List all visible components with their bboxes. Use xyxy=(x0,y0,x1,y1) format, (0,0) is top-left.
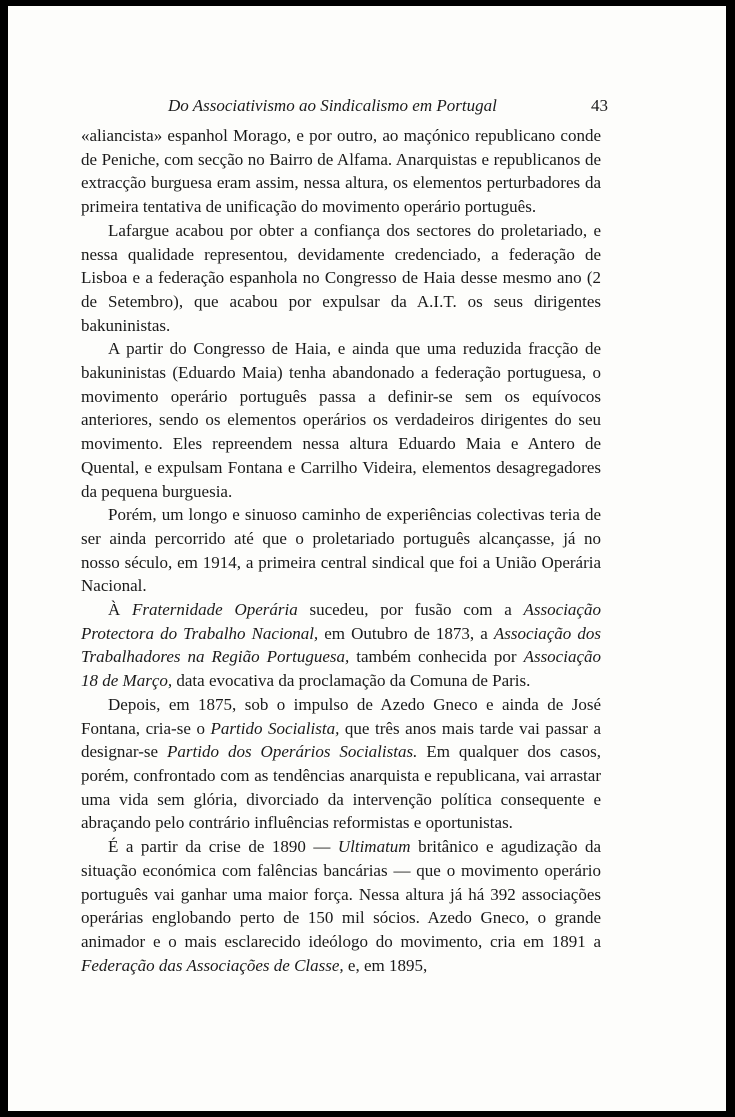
running-title: Do Associativismo ao Sindicalismo em Portugal xyxy=(168,96,497,115)
text-run: É a partir da crise de 1890 — xyxy=(108,837,338,857)
text-run: A partir do Congresso de Haia, e ainda que uma reduzida fracção de bakuninistas (Eduardo Maia) tenha abandonado a federação portuguesa, o movimento operário português passa a definir-se sem os equívocos anteriores, sendo os elementos operários os verdadeiros dirigentes do seu movimento. Eles repreendem nessa altura Eduardo Maia e Antero de Quental, e expulsam Fontana e Carrilho Videira, elementos desagregadores da pequena burguesia. xyxy=(81,339,601,501)
paragraph xyxy=(81,503,601,598)
page-number: 43 xyxy=(591,96,608,115)
text-run: sucedeu, por fusão com a xyxy=(297,600,524,620)
text-run: e, em 1895, xyxy=(343,955,428,975)
text-run: «aliancista» espanhol Morago, e por outro, ao maçónico republicano conde de Peniche, com secção no Bairro de Alfama. Anarquistas e republicanos de extracção burguesa eram assim, nessa altura, os elementos perturbadores da primeira tentativa de unificação do movimento operário português. xyxy=(81,126,601,217)
book-page xyxy=(8,6,726,1111)
text-run: Porém, um longo e sinuoso caminho de experiências colectivas teria de ser ainda percorrido até que o proletariado português alcançasse, já no nosso século, em 1914, a primeira central sindical que foi a União Operária Nacional. xyxy=(81,505,601,596)
italic-run: Ultimatum xyxy=(337,837,411,857)
paragraph xyxy=(81,693,601,835)
italic-run: Federação das Associações de Classe, xyxy=(81,955,344,975)
italic-run: Associação 18 de Março, xyxy=(81,647,601,691)
text-run: Lafargue acabou por obter a confiança dos sectores do proletariado, e nessa qualidade representou, devidamente credenciado, a federação de Lisboa e a federação espanhola no Congresso de Haia desse mesmo ano (2 de Setembro), que acabou por expulsar da A.I.T. os seus dirigentes bakuninistas. xyxy=(81,220,601,335)
text-run: Em qualquer dos casos, porém, confrontado com as tendências anarquista e republicana, vai arrastar uma vida sem glória, divorciado da intervenção política consequente e abraçando pelo contrário influências reformistas e oportunistas. xyxy=(81,742,601,833)
paragraph xyxy=(81,598,601,693)
body-text xyxy=(81,124,601,977)
italic-run: Partido Socialista, xyxy=(210,718,340,738)
paragraph xyxy=(81,337,601,503)
italic-run: Fraternidade Operária xyxy=(132,600,298,620)
paragraph xyxy=(81,219,601,338)
paragraph xyxy=(81,124,601,219)
text-run: também conhecida por xyxy=(349,647,524,667)
text-run: Depois, em 1875, sob o impulso de Azedo Gneco e ainda de José Fontana, cria-se o xyxy=(81,694,601,738)
italic-run: Associação dos Trabalhadores na Região Portuguesa, xyxy=(81,623,601,667)
italic-run: Partido dos Operários Socialistas. xyxy=(167,742,418,762)
text-run: britânico e agudização da situação económica com falências bancárias — que o movimento operário português vai ganhar uma maior força. Nessa altura já há 392 associações operárias englobando perto de 150 mil sócios. Azedo Gneco, o grande animador e o mais esclarecido ideólogo do movimento, cria em 1891 a xyxy=(81,837,601,951)
text-run: data evocativa da proclamação da Comuna de Paris. xyxy=(172,671,531,691)
text-run: em Outubro de 1873, a xyxy=(318,623,494,643)
italic-run: Associação Protectora do Trabalho Nacional, xyxy=(81,600,601,643)
text-run: À xyxy=(108,600,133,620)
text-run: que três anos mais tarde vai passar a designar-se xyxy=(81,718,601,762)
paragraph xyxy=(81,835,601,977)
